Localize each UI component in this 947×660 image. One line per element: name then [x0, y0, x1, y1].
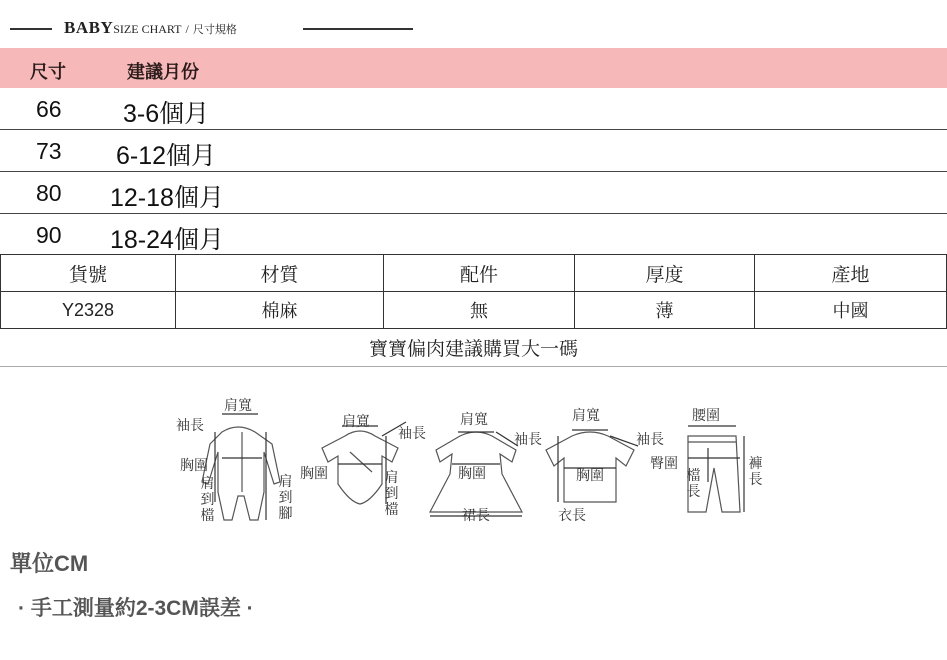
size-row: [0, 130, 947, 172]
bodysuit-shoulder-crotch-label: 肩到檔: [384, 470, 399, 518]
months-value: 18-24個月: [110, 226, 224, 254]
top-shoulder-label: 肩寬: [572, 408, 600, 424]
size-advice-note: 寶寶偏肉建議購買大一碼: [1, 329, 947, 366]
item-no-value: Y2328: [1, 292, 176, 329]
bodysuit-chest-label: 胸圍: [300, 466, 328, 482]
subtitle-label: SIZE CHART: [113, 22, 182, 36]
brand-label: BABY: [64, 18, 114, 37]
dress-chest-label: 胸圍: [458, 466, 486, 482]
dress-shoulder-label: 肩寬: [460, 412, 488, 428]
size-row: [0, 172, 947, 214]
accessory-header: 配件: [384, 255, 575, 292]
months-header: 建議月份: [127, 62, 199, 82]
chart-title: [64, 18, 237, 38]
header-rule-left: [10, 28, 52, 30]
romper-chest-label: 胸圍: [180, 458, 208, 474]
spec-header-row: [1, 255, 947, 292]
spec-table: [0, 254, 947, 365]
thickness-header: 厚度: [575, 255, 755, 292]
size-value: 90: [36, 222, 62, 248]
bodysuit-shoulder-label: 肩寬: [342, 414, 370, 430]
unit-label: 單位CM: [10, 551, 89, 576]
material-header: 材質: [176, 255, 384, 292]
size-value: 80: [36, 180, 62, 206]
size-row: [0, 88, 947, 130]
top-length-label: 衣長: [558, 508, 586, 524]
spec-value-row: [1, 292, 947, 329]
size-table: [0, 48, 947, 255]
spec-note-row: [1, 329, 947, 366]
size-header: 尺寸: [30, 62, 66, 82]
months-value: 3-6個月: [123, 100, 210, 128]
pants-hip-label: 臀圍: [650, 456, 678, 472]
dress-length-label: 裙長: [462, 508, 490, 524]
pants-waist-label: 腰圍: [692, 408, 720, 424]
months-value: 12-18個月: [110, 184, 224, 212]
size-row: [0, 214, 947, 255]
dress-sleeve-label: 袖長: [514, 432, 542, 448]
top-sketch: [546, 430, 638, 502]
material-value: 棉麻: [176, 292, 384, 329]
header-rule-right: [303, 28, 413, 30]
bodysuit-sleeve-label: 袖長: [398, 426, 426, 442]
top-chest-label: 胸圍: [576, 468, 604, 484]
measurement-diagram: [160, 392, 780, 542]
table-bottom-rule: [0, 366, 947, 367]
top-sleeve-label: 袖長: [636, 432, 664, 448]
chart-header: [0, 16, 947, 42]
pants-rise-label: 檔長: [686, 468, 701, 500]
item-no-header: 貨號: [1, 255, 176, 292]
months-value: 6-12個月: [116, 142, 217, 170]
romper-shoulder-label: 肩寬: [224, 398, 252, 414]
size-value: 66: [36, 96, 62, 122]
romper-shoulder-crotch-label: 肩到檔: [200, 476, 215, 524]
pants-length-label: 褲長: [748, 456, 763, 488]
title-separator: /: [185, 22, 189, 36]
size-value: 73: [36, 138, 62, 164]
origin-header: 產地: [755, 255, 947, 292]
romper-sleeve-label: 袖長: [176, 418, 204, 434]
subtitle-cn-label: 尺寸規格: [192, 24, 237, 36]
measurement-error-note: · 手工測量約2-3CM誤差 ·: [18, 597, 254, 620]
accessory-value: 無: [384, 292, 575, 329]
origin-value: 中國: [755, 292, 947, 329]
size-table-header: [0, 48, 947, 88]
romper-shoulder-foot-label: 肩到腳: [278, 474, 293, 522]
thickness-value: 薄: [575, 292, 755, 329]
